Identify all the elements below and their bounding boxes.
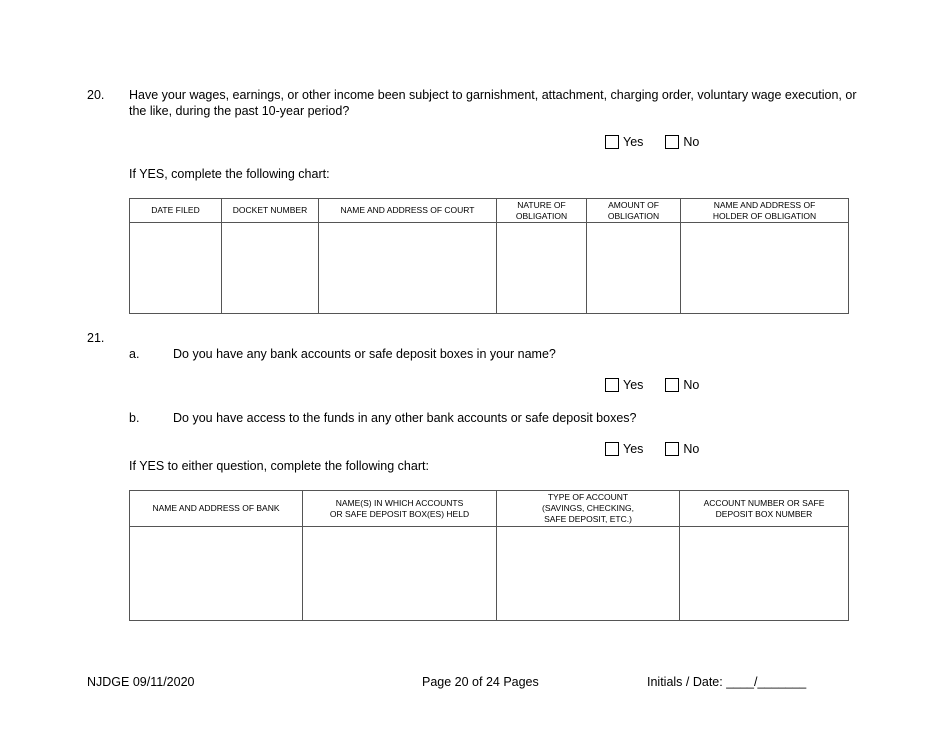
q20-chart-intro: If YES, complete the following chart: (129, 167, 330, 181)
q21b-yes-checkbox[interactable] (605, 442, 619, 456)
q20-no-label: No (683, 135, 700, 149)
table-row (130, 223, 849, 314)
table-cell-input[interactable] (497, 527, 680, 621)
q21b-yes-label: Yes (623, 442, 644, 456)
q21a-yes-checkbox[interactable] (605, 378, 619, 392)
col-account-holder-names: NAME(S) IN WHICH ACCOUNTS OR SAFE DEPOSIT BOX(ES) HELD (303, 491, 497, 527)
q20-yes-label: Yes (623, 135, 644, 149)
q21b-no-label: No (683, 442, 700, 456)
question-20-text: Have your wages, earnings, or other income been subject to garnishment, attachment, charging order, voluntary wage execution, or the like, during the past 10-year period? (129, 88, 857, 118)
bank-accounts-table (129, 490, 849, 621)
question-21a-letter: a. (129, 347, 140, 361)
table-cell-input[interactable] (130, 223, 222, 314)
table-cell-input[interactable] (319, 223, 497, 314)
table-cell-input[interactable] (130, 527, 303, 621)
question-21b-letter: b. (129, 411, 140, 425)
table-cell-input[interactable] (222, 223, 319, 314)
table-header-row (130, 199, 849, 223)
col-account-type: TYPE OF ACCOUNT (SAVINGS, CHECKING, SAFE DEPOSIT, ETC.) (497, 491, 680, 527)
garnishment-table (129, 198, 849, 314)
q21-chart-intro: If YES to either question, complete the following chart: (129, 459, 429, 473)
table-header-row (130, 491, 849, 527)
question-21b-text: Do you have access to the funds in any other bank accounts or safe deposit boxes? (173, 411, 637, 425)
q20-yes-checkbox[interactable] (605, 135, 619, 149)
question-21b-answer (605, 442, 721, 456)
table-cell-input[interactable] (587, 223, 681, 314)
col-account-number: ACCOUNT NUMBER OR SAFE DEPOSIT BOX NUMBER (680, 491, 849, 527)
q21a-no-checkbox[interactable] (665, 378, 679, 392)
form-id: NJDGE 09/11/2020 (87, 675, 195, 689)
initials-date-field[interactable]: Initials / Date: ____/_______ (647, 675, 807, 689)
question-20-number: 20. (87, 88, 105, 102)
q20-no-checkbox[interactable] (665, 135, 679, 149)
table-row (130, 527, 849, 621)
table-cell-input[interactable] (303, 527, 497, 621)
col-date-filed: DATE FILED (130, 199, 222, 223)
question-21a-text: Do you have any bank accounts or safe deposit boxes in your name? (173, 347, 556, 361)
col-court: NAME AND ADDRESS OF COURT (319, 199, 497, 223)
page-number: Page 20 of 24 Pages (422, 675, 539, 689)
col-amount-of-obligation: AMOUNT OF OBLIGATION (587, 199, 681, 223)
col-docket-number: DOCKET NUMBER (222, 199, 319, 223)
table-cell-input[interactable] (681, 223, 849, 314)
col-bank-name-address: NAME AND ADDRESS OF BANK (130, 491, 303, 527)
question-21-number: 21. (87, 331, 105, 345)
question-21a-answer (605, 378, 721, 392)
col-nature-of-obligation: NATURE OF OBLIGATION (497, 199, 587, 223)
table-cell-input[interactable] (497, 223, 587, 314)
q21a-yes-label: Yes (623, 378, 644, 392)
q21a-no-label: No (683, 378, 700, 392)
col-holder-of-obligation: NAME AND ADDRESS OF HOLDER OF OBLIGATION (681, 199, 849, 223)
q21b-no-checkbox[interactable] (665, 442, 679, 456)
question-20-answer (605, 135, 721, 149)
table-cell-input[interactable] (680, 527, 849, 621)
